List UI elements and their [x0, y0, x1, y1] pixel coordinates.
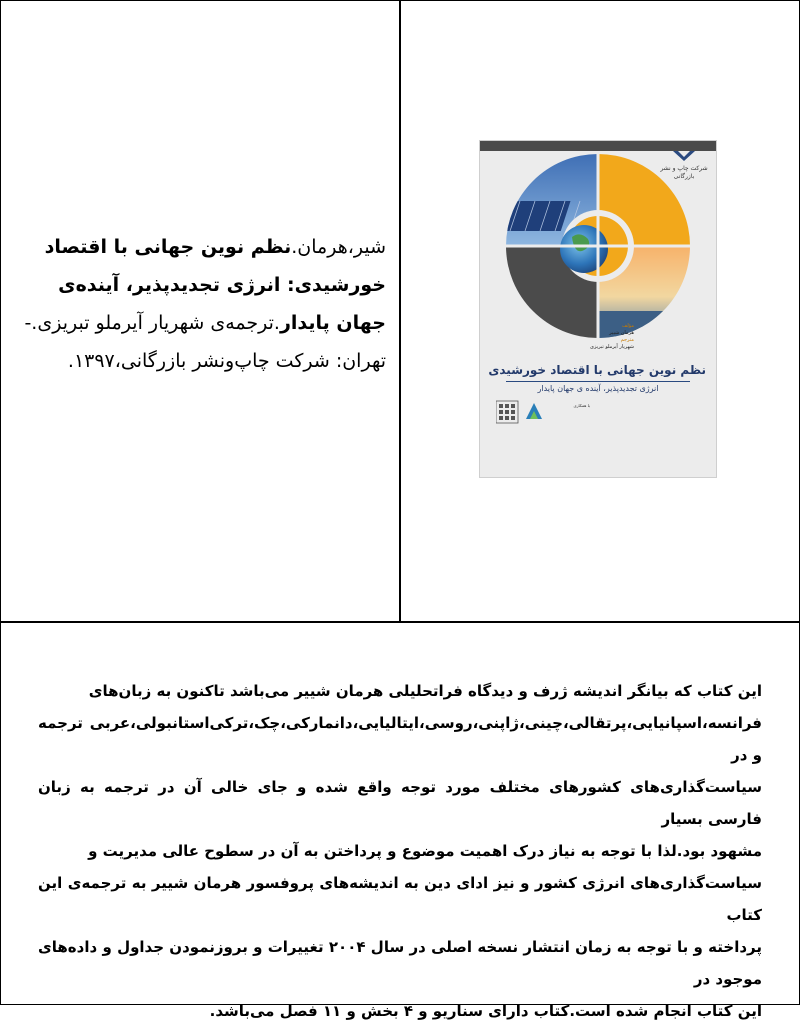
cover-publisher: [658, 149, 710, 181]
publisher-logo-icon: [671, 149, 697, 163]
author-label: مؤلف: [622, 323, 634, 329]
cover-title: نظم نوین جهانی با اقتصاد خورشیدی: [488, 363, 706, 377]
cover-divider: [506, 381, 690, 382]
translator-name: شهریار آیرملو تبریزی: [590, 344, 634, 350]
citation-author: شیر،هرمان.: [291, 236, 386, 258]
column-divider: [399, 0, 401, 622]
citation-details: .ترجمه‌ی شهریار آیرملو تبریزی.- تهران: شرکت چاپ‌ونشر بازرگانی،۱۳۹۷.: [24, 312, 386, 372]
publisher-name: شرکت چاپ و نشر بازرگانی: [660, 165, 708, 180]
cover-subtitle: انرژی تجدیدپذیر، آینده ی جهان پایدار: [537, 384, 659, 393]
author-name: هرمان شییر: [609, 330, 634, 336]
description-line: سیاست‌گذاری‌های کشورهای مختلف مورد توجه واقع شده و جای خالی آن در ترجمه به زبان فارسی بسیار: [38, 778, 762, 828]
description-line: این کتاب انجام شده است.کتاب دارای سناریو و ۴ بخش و ۱۱ فصل می‌باشد.: [209, 1002, 762, 1020]
description-line: پرداخته و با توجه به زمان انتشار نسخه اصلی در سال ۲۰۰۴ تغییرات و بروزنمودن جداول و داده‌های موجود در: [38, 938, 762, 988]
description-line: فرانسه،اسپانیایی،پرتقالی،چینی،ژاپنی،روسی،ایتالیایی،دانمارکی،چک،ترکی‌استانبولی،عربی ترجمه و در: [38, 714, 762, 764]
description-line: این کتاب که بیانگر اندیشه ژرف و دیدگاه فراتحلیلی هرمان شییر می‌باشد تاکنون به زبان‌های: [88, 682, 762, 700]
book-cover: [480, 141, 716, 477]
row-divider: [0, 621, 800, 623]
description-line: سیاست‌گذاری‌های انرژی کشور و نیز ادای دین به اندیشه‌های پروفسور هرمان شییر به ترجمه‌ی این کتاب: [38, 874, 762, 924]
citation-title: نظم نوین جهانی با اقتصاد خورشیدی: انرژی تجدیدپذیر، آینده‌ی جهان پایدار: [44, 236, 386, 334]
translator-label: مترجم: [620, 337, 634, 343]
cover-credits: [574, 323, 634, 351]
book-description: [38, 675, 762, 1027]
description-line: مشهود بود.لذا با توجه به نیاز درک اهمیت موضوع و پرداختن به آن در سطوح عالی مدیریت و: [88, 842, 762, 860]
partner-text: با همکاری: [573, 403, 590, 408]
book-citation: [12, 228, 386, 380]
